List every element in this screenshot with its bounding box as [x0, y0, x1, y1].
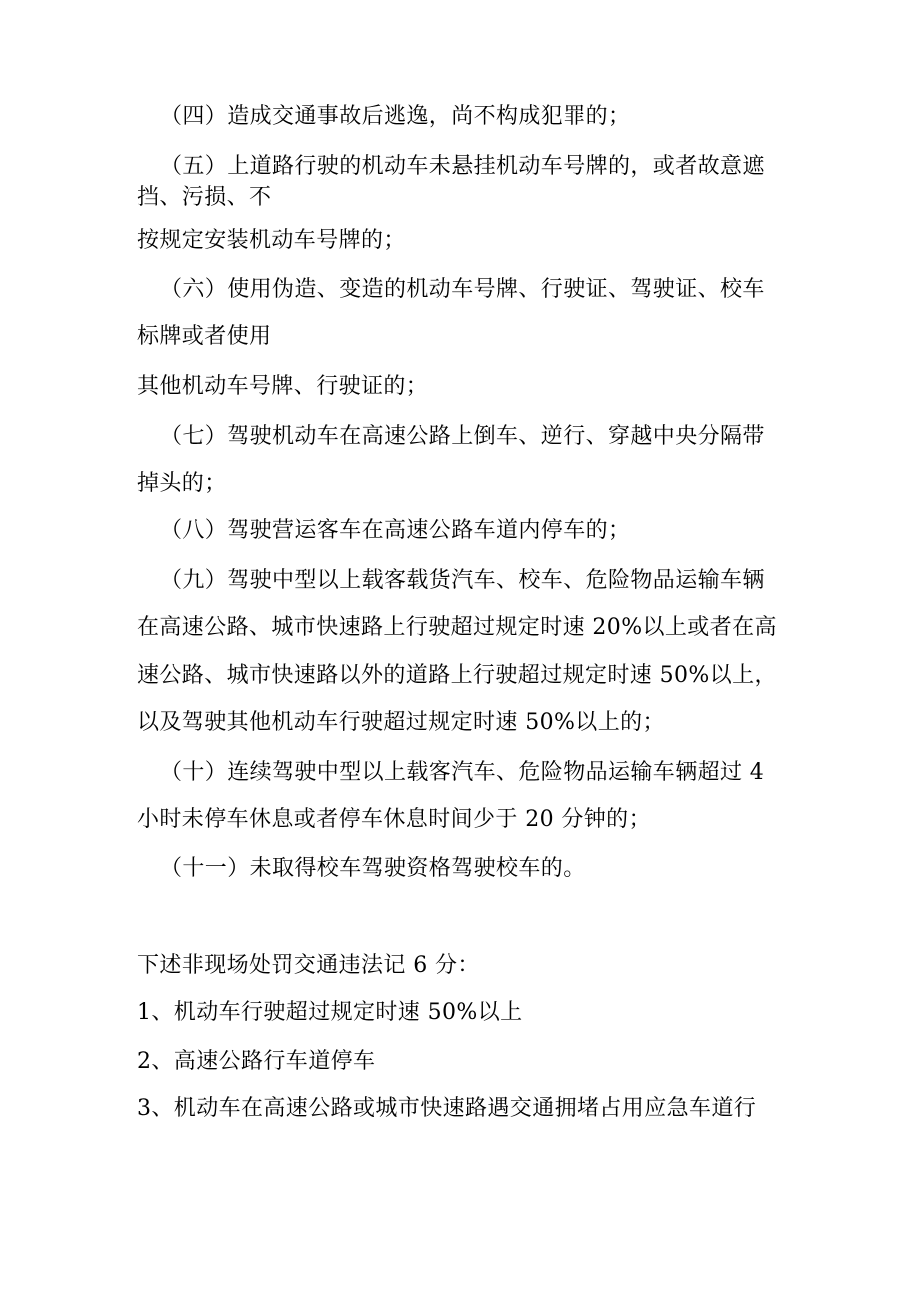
item-7-line-1: （七）驾驶机动车在高速公路上倒车、逆行、穿越中央分隔带	[160, 424, 765, 449]
item-6-line-1: （六）使用伪造、变造的机动车号牌、行驶证、驾驶证、校车	[160, 277, 765, 302]
section-heading: 下述非现场处罚交通违法记 6 分：	[137, 953, 480, 978]
item-6-line-2: 标牌或者使用	[137, 324, 272, 349]
item-7-line-2: 掉头的；	[137, 471, 227, 496]
item-9-line-2: 在高速公路、城市快速路上行驶超过规定时速 20%以上或者在高	[137, 615, 777, 640]
item-10-line-2: 小时未停车休息或者停车休息时间少于 20 分钟的；	[137, 807, 651, 832]
item-6-line-3: 其他机动车号牌、行驶证的；	[137, 374, 429, 399]
item-8-line: （八）驾驶营运客车在高速公路车道内停车的；	[160, 518, 631, 543]
list-item-2: 2、高速公路行车道停车	[137, 1049, 376, 1074]
item-4-line: （四）造成交通事故后逃逸，尚不构成犯罪的；	[160, 104, 631, 129]
item-9-line-3: 速公路、城市快速路以外的道路上行驶超过规定时速 50%以上，	[137, 663, 777, 688]
list-item-3: 3、机动车在高速公路或城市快速路遇交通拥堵占用应急车道行	[137, 1096, 757, 1121]
list-item-1: 1、机动车行驶超过规定时速 50%以上	[137, 1000, 523, 1025]
item-5-line-3: 按规定安装机动车号牌的；	[137, 228, 406, 253]
item-5-line-1: （五）上道路行驶的机动车未悬挂机动车号牌的，或者故意遮	[160, 154, 765, 179]
item-9-line-1: （九）驾驶中型以上载客载货汽车、校车、危险物品运输车辆	[160, 568, 765, 593]
item-11-line: （十一）未取得校车驾驶资格驾驶校车的。	[160, 856, 586, 881]
item-10-line-1: （十）连续驾驶中型以上载客汽车、危险物品运输车辆超过 4	[160, 760, 765, 785]
item-5-line-2: 挡、污损、不	[137, 185, 272, 210]
item-9-line-4: 以及驾驶其他机动车行驶超过规定时速 50%以上的；	[137, 710, 665, 735]
